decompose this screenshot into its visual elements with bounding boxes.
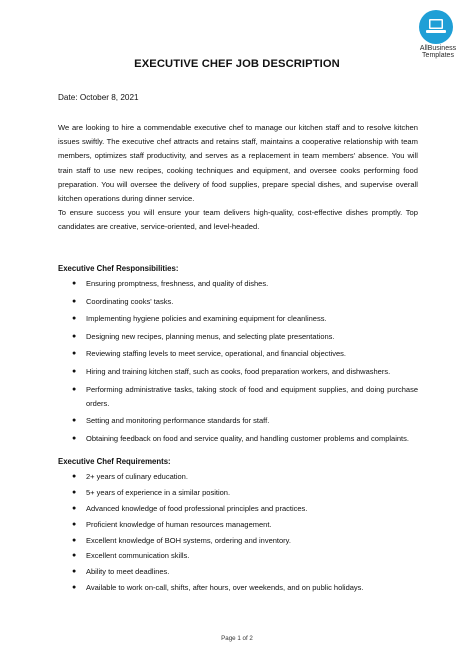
requirements-heading: Executive Chef Requirements: — [58, 457, 171, 466]
bullet-icon: ● — [72, 473, 77, 480]
responsibilities-list — [58, 277, 418, 450]
logo-line-1: AllBusiness — [419, 45, 457, 52]
logo-badge — [419, 10, 453, 44]
list-item-text: Performing administrative tasks, taking stock of food and equipment supplies, and doing purchase orders. — [86, 384, 418, 408]
laptop-icon — [425, 18, 447, 35]
list-item — [58, 347, 418, 361]
list-item — [58, 549, 418, 563]
list-item — [58, 330, 418, 344]
allbusiness-logo — [411, 10, 463, 58]
list-item-text: Ensuring promptness, freshness, and quality of dishes. — [86, 279, 269, 288]
list-item — [58, 518, 418, 532]
bullet-icon: ● — [72, 488, 77, 496]
list-item-text: Hiring and training kitchen staff, such as cooks, food preparation workers, and dishwashers. — [86, 366, 391, 376]
list-item-text: 5+ years of experience in a similar position. — [86, 487, 231, 497]
page-number: Page 1 of 2 — [221, 635, 253, 642]
bullet-icon: ● — [72, 552, 77, 560]
bullet-icon: ● — [72, 504, 77, 512]
bullet-icon: ● — [72, 297, 77, 305]
bullet-icon: ● — [72, 332, 77, 340]
list-item-text: Designing new recipes, planning menus, and selecting plate presentations. — [86, 331, 335, 341]
list-item — [58, 312, 418, 326]
list-item — [58, 432, 418, 446]
bullet-icon: ● — [72, 536, 77, 544]
list-item — [58, 365, 418, 379]
list-item — [58, 470, 418, 484]
list-item — [58, 534, 418, 548]
list-item-text: Implementing hygiene policies and examining equipment for cleanliness. — [86, 314, 327, 324]
list-item-text: Setting and monitoring performance standards for staff. — [86, 416, 270, 426]
document-date: Date: October 8, 2021 — [58, 93, 139, 102]
list-item-text: Advanced knowledge of food professional principles and practices. — [86, 503, 308, 513]
document-title: EXECUTIVE CHEF JOB DESCRIPTION — [134, 58, 340, 70]
bullet-icon: ● — [72, 584, 77, 592]
intro-section — [58, 121, 418, 235]
logo-line-2: Templates — [422, 52, 454, 59]
bullet-icon: ● — [72, 350, 77, 358]
list-item-text: Ability to meet deadlines. — [86, 567, 170, 577]
list-item — [58, 486, 418, 500]
list-item-text: Excellent knowledge of BOH systems, ordering and inventory. — [86, 535, 291, 545]
list-item — [58, 277, 418, 291]
list-item — [58, 414, 418, 428]
bullet-icon: ● — [72, 434, 77, 442]
bullet-icon: ● — [72, 520, 77, 528]
bullet-icon: ● — [72, 417, 77, 425]
list-item — [58, 581, 418, 595]
list-item-text: Proficient knowledge of human resources management. — [86, 519, 272, 529]
bullet-icon: ● — [72, 315, 77, 323]
list-item-text: Obtaining feedback on food and service quality, and handling customer problems and complaints. — [86, 433, 409, 443]
list-item-text: Reviewing staffing levels to meet service, operational, and financial objectives. — [86, 349, 347, 359]
requirements-list — [58, 470, 418, 597]
intro-paragraph: We are looking to hire a commendable executive chef to manage our kitchen staff and to resolve kitchen issues swiftly. The executive chef attracts and retains staff, maintains a cooperative relationship with team members, optimizes staff productivity, and serves as a replacement in team members' absence. You will train staff to use new recipes, cooking techniques and equipment, and oversee cooks performing food preparation. You will oversee the delivery of food supplies, prepare special dishes, and supervise overall kitchen operations during dinner service. — [58, 123, 418, 204]
bullet-icon: ● — [72, 280, 77, 287]
bullet-icon: ● — [72, 367, 77, 375]
bullet-icon: ● — [72, 568, 77, 576]
list-item-text: 2+ years of culinary education. — [86, 472, 188, 481]
logo-text — [408, 45, 468, 59]
list-item — [58, 295, 418, 309]
bullet-icon: ● — [72, 385, 77, 393]
responsibilities-heading: Executive Chef Responsibilities: — [58, 264, 179, 273]
list-item — [58, 383, 418, 411]
list-item — [58, 502, 418, 516]
list-item-text: Available to work on-call, shifts, after hours, over weekends, and on public holidays. — [86, 583, 364, 593]
list-item — [58, 565, 418, 579]
intro-paragraph: To ensure success you will ensure your team delivers high-quality, cost-effective dishes promptly. Top candidates are creative, service-oriented, and level-headed. — [58, 208, 418, 232]
list-item-text: Coordinating cooks' tasks. — [86, 296, 174, 306]
list-item-text: Excellent communication skills. — [86, 551, 190, 561]
